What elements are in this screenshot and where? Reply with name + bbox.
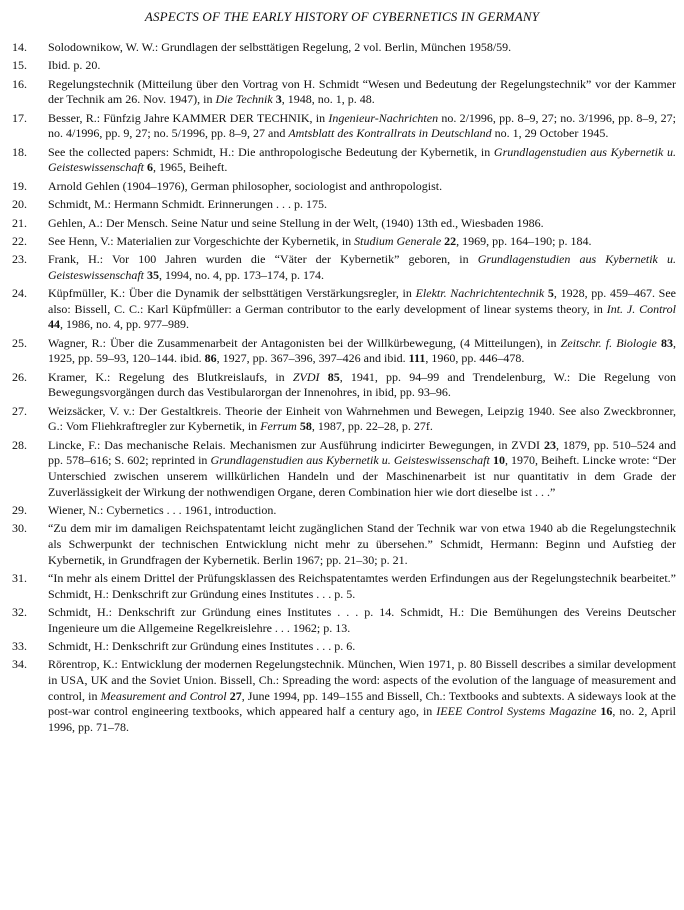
endnote-item: [12, 179, 676, 195]
endnote-number: 22.: [12, 233, 27, 248]
endnote-number: 29.: [12, 502, 27, 517]
endnote-text: [48, 605, 676, 636]
endnote-item: [12, 216, 676, 232]
endnote-text: [48, 77, 676, 108]
citation-text: Schmidt, H.: Denkschrift zur Gründung eines Institutes . . . p. 14. Schmidt, H.: Die Bemühungen des Vereins Deutscher Ingenieure um die Allgemeine Regelkreislehre . . . 1962; p. 13.: [48, 604, 676, 635]
endnote-number: 14.: [12, 40, 27, 54]
endnote-item: [12, 286, 676, 333]
publication-title: Studium Generale: [354, 233, 442, 248]
endnote-item: [12, 145, 676, 176]
citation-text: no. 2/1996, pp. 8–9, 27; no. 3/1996, pp. 8–9, 27; no. 4/1996, pp. 9, 27; no. 5/1996, pp. 8–9, 27 and: [48, 110, 676, 141]
endnote-text: [48, 639, 676, 655]
endnote-text: [48, 216, 676, 232]
endnote-number: 15.: [12, 58, 27, 73]
citation-text: Frank, H.: Vor 100 Jahren wurden die “Väter der Kybernetik” geboren, in: [48, 252, 478, 267]
publication-title: Ferrum: [260, 419, 297, 434]
endnote-item: [12, 571, 676, 602]
endnote-item: [12, 40, 676, 56]
citation-text: , June 1994, pp. 149–155 and Bissell, Ch.: Textbooks and subtexts. A sideways look at the post-war control engineering textbooks, which appeared half a century ago, in: [48, 688, 677, 719]
endnote-item: [12, 234, 676, 250]
citation-text: Lincke, F.: Das mechanische Relais. Mechanismen zur Ausführung indicirter Bewegungen, in ZVDI: [48, 437, 544, 452]
volume-number: 44: [48, 317, 60, 332]
endnote-item: [12, 197, 676, 213]
citation-text: Rörentrop, K.: Entwicklung der modernen Regelungstechnik. München, Wien 1971, p. 80 Bissell describes a similar development in USA, UK and the Soviet Union. Bissell, Ch.: Spreading the word: aspects of the evolution of the language of measurement and control, in: [48, 657, 676, 703]
publication-title: Die Technik: [215, 92, 273, 107]
endnote-item: [12, 77, 676, 108]
citation-text: no. 1, 29 October 1945.: [491, 126, 609, 141]
citation-text: Besser, R.: Fünfzig Jahre KAMMER DER TECHNIK, in: [48, 110, 329, 125]
endnote-number: 30.: [12, 521, 27, 536]
endnote-text: [48, 571, 676, 602]
endnote-text: [48, 40, 676, 56]
endnote-text: [48, 111, 676, 142]
citation-text: “Zu dem mir im damaligen Reichspatentamt leicht zugänglichen Stand der Technik war von etwa 1940 ab die Regelungstechnik als Schwerpunkt der technischen Entwicklung nicht mehr zu übersehen.” Schmidt, Hermann: Beginn und Aufstieg der Kybernetik, in Grundfragen der Kybernetik. Berlin 1967; pp. 21–30; p. 21.: [48, 521, 676, 567]
publication-title: Grundlagenstudien aus Kybernetik u. Geisteswissenschaft: [48, 144, 676, 175]
endnote-item: [12, 404, 676, 435]
citation-text: Ibid. p. 20.: [48, 58, 101, 73]
citation-text: , 1969, pp. 164–190; p. 184.: [456, 233, 592, 248]
endnote-number: 23.: [12, 252, 27, 267]
volume-number: 23: [543, 437, 556, 452]
volume-number: 58: [299, 419, 312, 434]
volume-number: 111: [408, 351, 426, 366]
endnote-item: [12, 111, 676, 142]
volume-number: 85: [327, 369, 340, 384]
volume-number: 5: [547, 286, 554, 301]
volume-number: 83: [661, 335, 674, 350]
publication-title: Grundlagenstudien aus Kybernetik u. Geisteswissenschaft: [210, 453, 490, 468]
endnote-number: 17.: [12, 110, 27, 125]
citation-text: Kramer, K.: Regelung des Blutkreislaufs, in: [48, 369, 293, 384]
endnote-text: [48, 503, 676, 519]
endnote-text: [48, 521, 676, 568]
endnote-item: [12, 252, 676, 283]
citation-text: Gehlen, A.: Der Mensch. Seine Natur und seine Stellung in der Welt, (1940) 13th ed., Wiesbaden 1986.: [48, 215, 544, 230]
endnote-text: [48, 336, 676, 367]
volume-number: 10: [492, 453, 505, 468]
citation-text: Solodownikow, W. W.: Grundlagen der selbsttätigen Regelung, 2 vol. Berlin, München 1958/59.: [48, 40, 512, 54]
citation-text: “In mehr als einem Drittel der Prüfungsklassen des Reichspatentamtes werden Erfindungen aus der Regelungstechnik bearbeitet.” Schmidt, H.: Denkschrift zur Gründung eines Institutes . . . p. 5.: [48, 570, 676, 601]
endnote-text: [48, 179, 676, 195]
citation-text: Schmidt, H.: Denkschrift zur Gründung eines Institutes . . . p. 6.: [48, 638, 356, 653]
citation-text: Küpfmüller, K.: Über die Dynamik der selbsttätigen Verstärkungsregler, in: [48, 286, 416, 301]
endnote-number: 27.: [12, 403, 27, 418]
endnotes-list: [12, 40, 676, 738]
endnote-number: 28.: [12, 437, 27, 452]
publication-title: Measurement and Control: [100, 688, 227, 703]
volume-number: 3: [275, 92, 282, 107]
endnote-item: [12, 503, 676, 519]
citation-text: , no. 2, April 1996, pp. 71–78.: [48, 704, 677, 734]
publication-title: ZVDI: [292, 369, 320, 384]
endnote-text: [48, 58, 676, 74]
citation-text: See Henn, V.: Materialien zur Vorgeschichte der Kybernetik, in: [48, 233, 355, 248]
volume-number: 27: [229, 688, 242, 703]
endnote-text: [48, 657, 676, 735]
volume-number: 22: [444, 233, 457, 248]
endnote-number: 34.: [12, 657, 27, 672]
endnote-text: [48, 145, 676, 176]
citation-text: Regelungstechnik (Mitteilung über den Vortrag von H. Schmidt “Wesen und Bedeutung der Regelungstechnik” vor der Kammer der Technik am 26. Nov. 1947), in: [48, 76, 676, 107]
endnote-text: [48, 197, 676, 213]
volume-number: 35: [147, 267, 159, 282]
endnote-item: [12, 521, 676, 568]
endnote-number: 31.: [12, 570, 27, 585]
publication-title: IEEE Control Systems Magazine: [436, 704, 597, 719]
endnote-text: [48, 286, 676, 333]
endnote-number: 21.: [12, 215, 27, 230]
endnote-item: [12, 657, 676, 735]
citation-text: Wagner, R.: Über die Zusammenarbeit der Antagonisten bei der Willkürbewegung, (4 Mitteilungen), in: [48, 335, 561, 350]
endnote-item: [12, 370, 676, 401]
citation-text: , 1960, pp. 446–478.: [425, 351, 525, 366]
citation-text: Schmidt, M.: Hermann Schmidt. Erinnerungen . . . p. 175.: [48, 197, 327, 212]
citation-text: [320, 370, 328, 384]
endnote-number: 24.: [12, 286, 27, 301]
citation-text: , 1987, pp. 22–28, p. 27f.: [311, 419, 433, 434]
endnote-text: [48, 370, 676, 401]
publication-title: Zeitschr. f. Biologie: [560, 335, 657, 350]
endnote-text: [48, 234, 676, 250]
citation-text: , 1879, pp. 510–524 and pp. 578–616; S. 602; reprinted in: [48, 437, 676, 468]
citation-text: , 1994, no. 4, pp. 173–174, p. 174.: [159, 267, 324, 282]
endnote-item: [12, 58, 676, 74]
publication-title: Int. J. Control: [606, 301, 676, 316]
citation-text: , 1986, no. 4, pp. 977–989.: [60, 317, 189, 332]
endnote-number: 26.: [12, 369, 27, 384]
endnote-text: [48, 404, 676, 435]
endnote-number: 33.: [12, 638, 27, 653]
citation-text: , 1928, pp. 459–467. See also: Bissell, C. C.: Karl Küpfmüller: a German contributor to the early development of linear systems theory, in: [48, 286, 676, 316]
citation-text: Wiener, N.: Cybernetics . . . 1961, introduction.: [48, 502, 277, 517]
volume-number: 16: [600, 704, 613, 719]
citation-text: , 1965, Beiheft.: [153, 160, 228, 175]
endnote-number: 18.: [12, 144, 27, 159]
endnote-item: [12, 336, 676, 367]
endnote-number: 16.: [12, 76, 27, 91]
citation-text: See the collected papers: Schmidt, H.: Die anthropologische Bedeutung der Kybernetik, in: [48, 144, 494, 159]
publication-title: Elektr. Nachrichtentechnik: [415, 286, 545, 301]
citation-text: Arnold Gehlen (1904–1976), German philosopher, sociologist and anthropologist.: [48, 178, 443, 193]
endnote-number: 32.: [12, 604, 27, 619]
citation-text: , 1941, pp. 94–99 and Trendelenburg, W.: Die Regelung von Bewegungsvorgängen durch das Vestibularorgan der Innenohres, in ibid, pp. 93–96.: [48, 369, 676, 400]
volume-number: 86: [204, 351, 217, 366]
endnote-item: [12, 438, 676, 500]
endnote-item: [12, 639, 676, 655]
endnote-item: [12, 605, 676, 636]
citation-text: , 1927, pp. 367–396, 397–426 and ibid.: [216, 351, 409, 366]
citation-text: , 1925, pp. 59–93, 120–144. ibid.: [48, 335, 677, 366]
endnote-number: 19.: [12, 178, 27, 193]
endnote-number: 25.: [12, 335, 27, 350]
endnote-number: 20.: [12, 197, 27, 212]
endnote-text: [48, 438, 676, 500]
citation-text: , 1948, no. 1, p. 48.: [281, 92, 375, 107]
endnote-text: [48, 252, 676, 283]
publication-title: Amtsblatt des Kontrallrats in Deutschland: [288, 126, 492, 141]
volume-number: 6: [147, 160, 153, 175]
publication-title: Ingenieur-Nachrichten: [328, 110, 439, 125]
citation-text: Weizsäcker, V. v.: Der Gestaltkreis. Theorie der Einheit von Wahrnehmen und Bewegen, Leipzig 1940. See also Zweckbronner, G.: Vom Fliehkraftregler zur Kybernetik, in: [48, 403, 676, 434]
running-header: ASPECTS OF THE EARLY HISTORY OF CYBERNETICS IN GERMANY: [144, 9, 540, 24]
publication-title: Grundlagenstudien aus Kybernetik u. Geisteswissenschaft: [48, 252, 676, 282]
citation-text: , 1970, Beiheft. Lincke wrote: “Der Unterschied zwischen unserem willkürlichen Handeln und der Maschinenarbeit ist nur quantitativ in dem Grade der Zuverlässigkeit der Wirkung der nothwendigen Organe, deren Combination hier wie dort dieselbe ist . . .”: [48, 453, 676, 499]
